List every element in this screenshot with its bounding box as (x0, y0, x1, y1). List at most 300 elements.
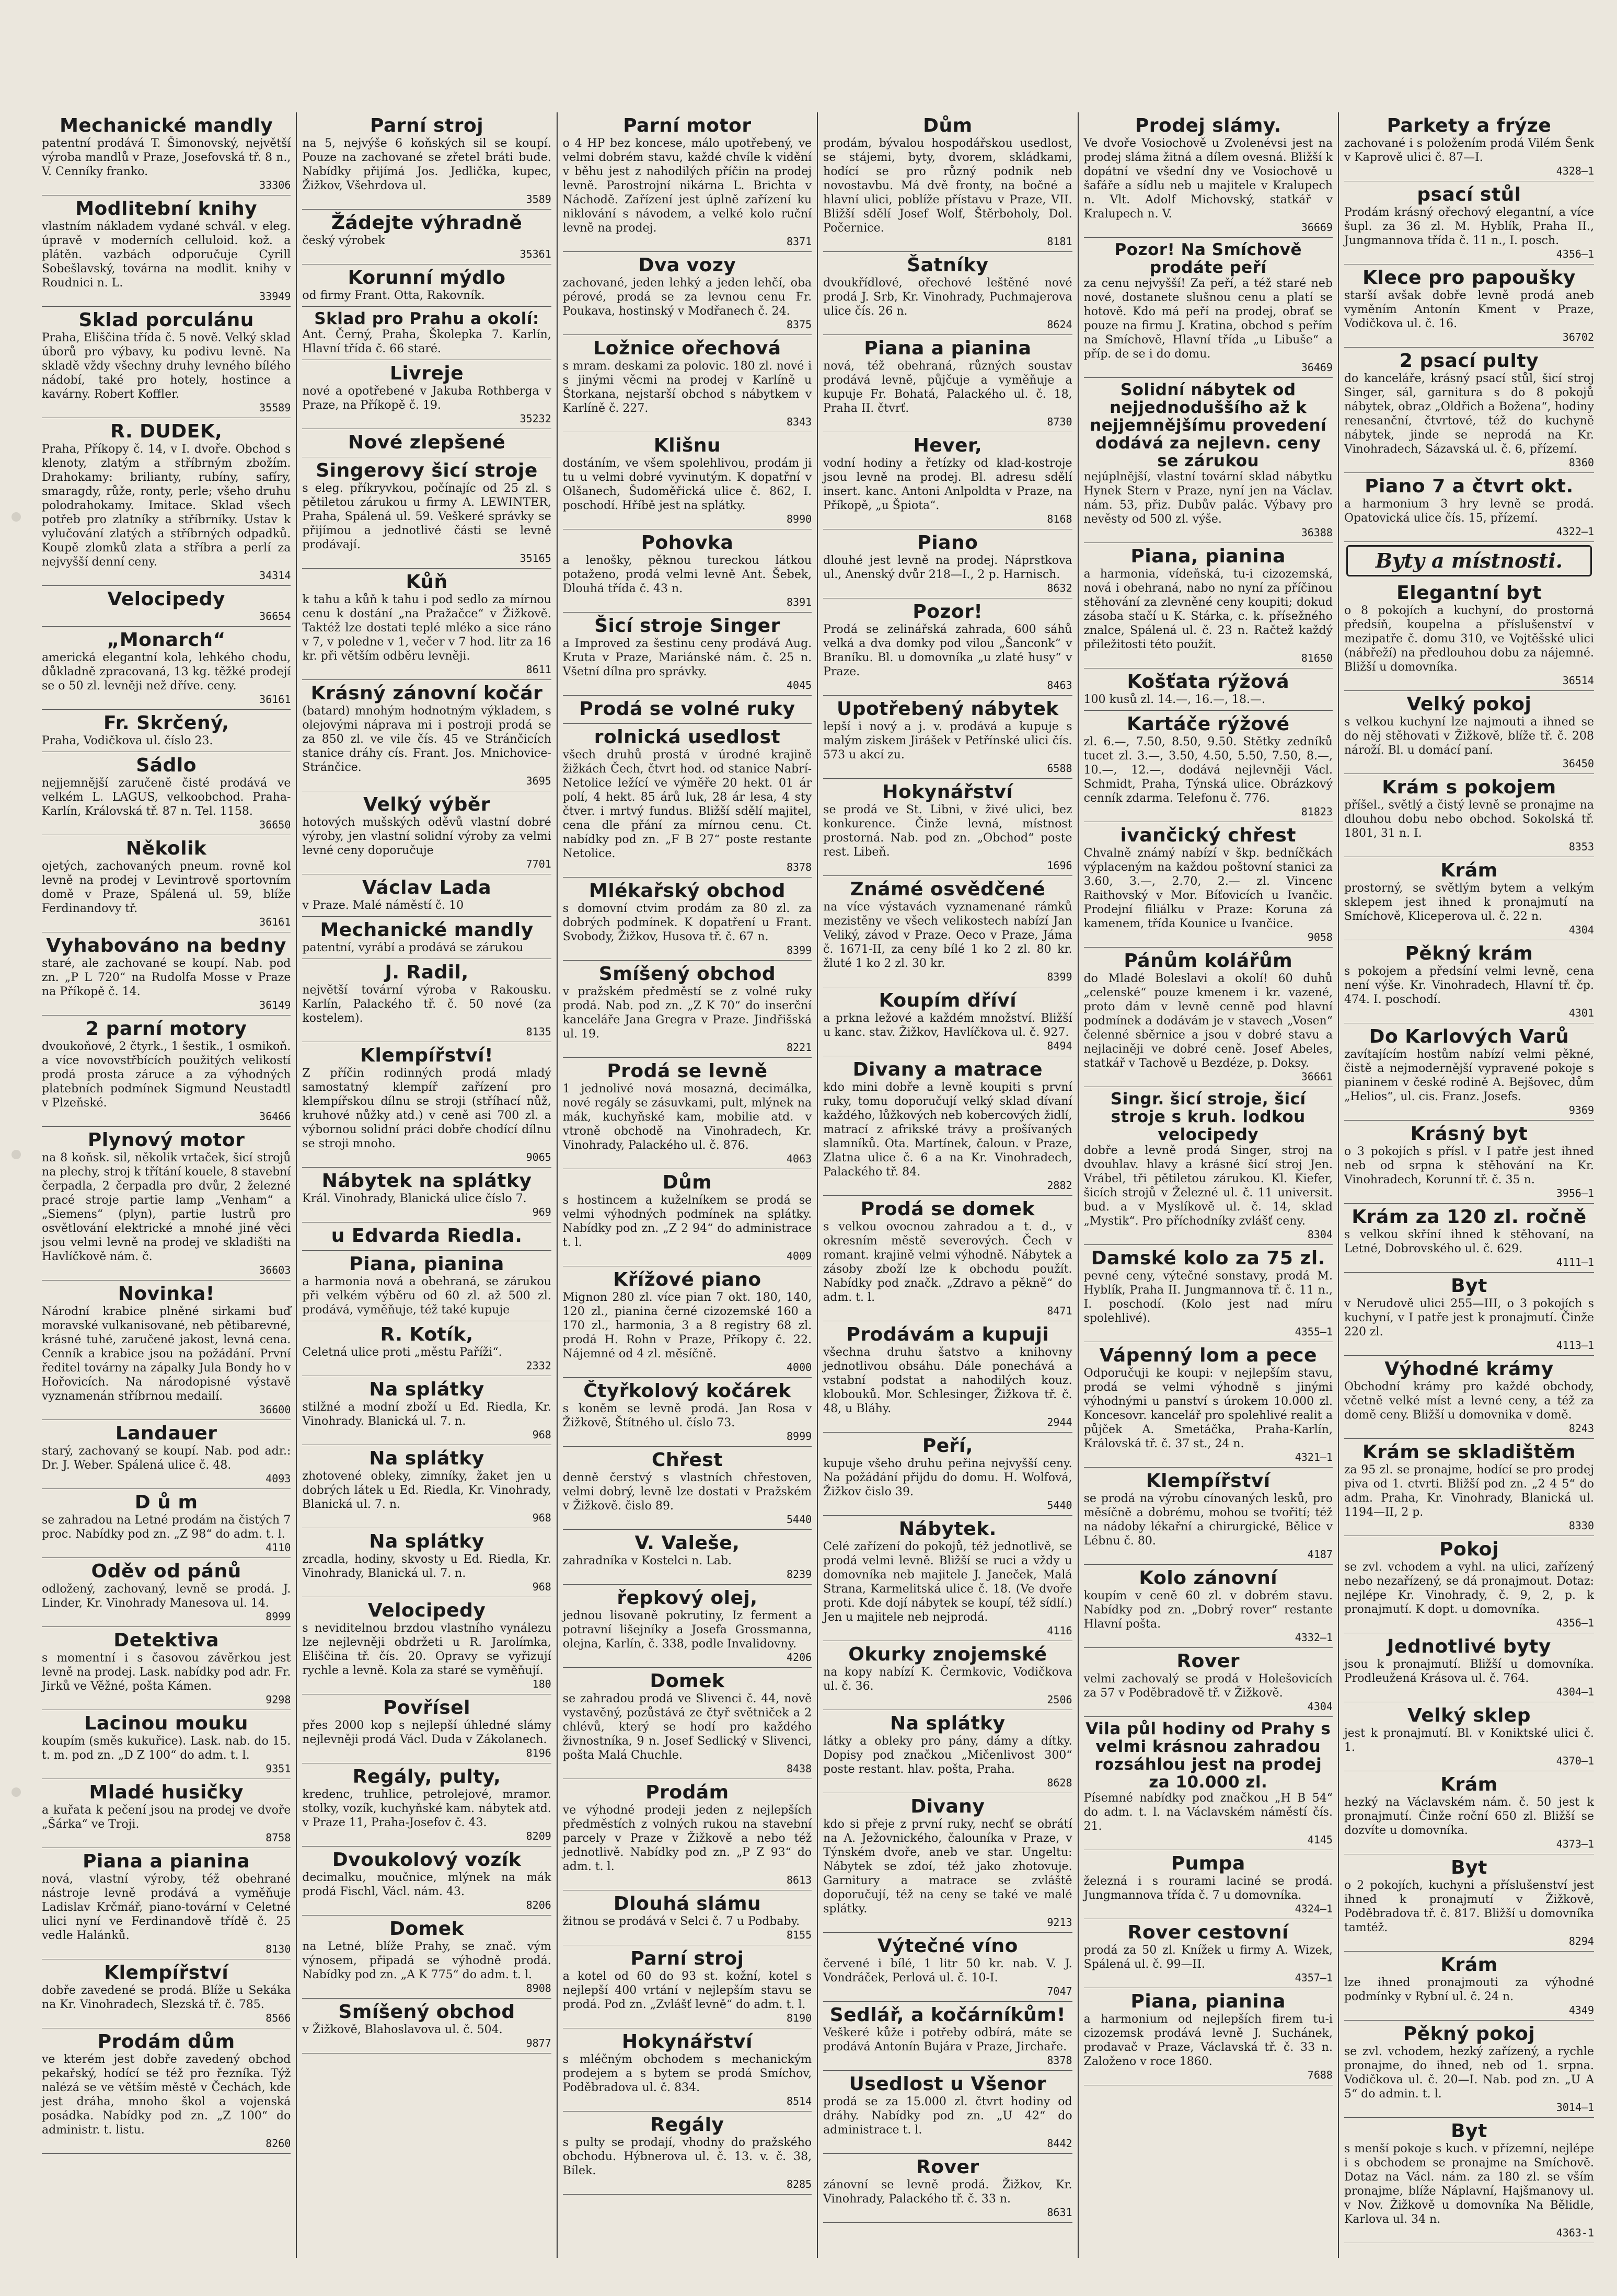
ad-heading: psací stůl (1417, 184, 1521, 205)
classified-ad (302, 1847, 551, 1916)
classified-ad (302, 457, 551, 569)
classified-ad (1084, 1919, 1333, 1988)
ad-heading: Elegantní byt (1396, 582, 1542, 604)
classified-ad (42, 1627, 291, 1710)
ad-heading: Vápenný lom a pece (1099, 1345, 1318, 1366)
classified-ad (302, 1222, 551, 1251)
ad-body: Ant. Černý, Praha, Školepka 7. Karlín, Hlavní třída č. 66 staré. (302, 328, 551, 355)
ad-heading: Nábytek na splátky (321, 1170, 532, 1192)
ad-code: 4206 (787, 1651, 812, 1664)
ad-code: 968 (532, 1428, 551, 1441)
ad-body: prodá se za 15.000 zl. čtvrt hodiny od dráhy. Nabídky pod zn. „U 42“ do administrace t. l. (823, 2095, 1072, 2137)
ad-body: prodám, bývalou hospodářskou usedlost, se stájemi, byty, dvorem, skládkami, hodící se pro různý podnik neb novostavbu. Má dvě fronty, na bočné a hlavní ulici, poblíže přístavu v Praze, VII. Bližší sdělí Josef Wolf, Štěrboholy, Dol. Počernice. (823, 137, 1072, 235)
classified-ad (1344, 1771, 1594, 1854)
ad-code: 8378 (1047, 2054, 1072, 2067)
ad-body: dvoukřídlové, ořechové leštěné nové prodá J. Srb, Kr. Vinohrady, Puchmajerova ulice čís. 26 n. (823, 276, 1072, 318)
ad-body: na více výstavách vyznamenané rámků mezistěny ve všech velikostech nabízí Jan Veliký, závod v Praze. Oeco v Praze, Jáma č. 1671-II, za ceny bílé 1 ko 2 zl. 80 kr. žluté 1 ko 2 zl. 30 kr. (823, 901, 1072, 970)
ad-body: nová, též obehraná, různých soustav prodává levně, půjčuje a vyměňuje a kupuje Fr. Bohatá, Palackého ul. č. 18, Praha II. čtvrť. (823, 360, 1072, 415)
classified-ad (1084, 668, 1333, 711)
ad-code: 180 (532, 1678, 551, 1690)
ad-body: s mram. deskami za polovic. 180 zl. nové i s jinými věcmi na prodej v Karlíně u Štorkana, nejstarší obchod s nábytkem v Karlíně č. 227. (562, 360, 812, 415)
ad-heading: Šicí stroje Singer (594, 615, 780, 637)
ad-code: 8514 (787, 2095, 812, 2107)
ad-body: zl. 6.—, 7.50, 8.50, 9.50. Stětky zedníků tucet zl. 3.—, 3.50, 4.50, 5.50, 7.50, 8.—, 10.—, 12.—, dodává nejlevněji Václ. Schmidt, Praha, Týnská ulice. Obrázkový cenník zdarma. Telefonu č. 776. (1083, 735, 1333, 805)
ad-body: patentní prodává T. Šimonovský, největší výroba mandlů v Praze, Josefovská tř. 8 n., V. Cenníky franko. (42, 137, 291, 178)
ad-heading: Sádlo (136, 755, 197, 776)
ad-body: a Improved za šestinu ceny prodává Aug. Kruta v Praze, Mariánské nám. č. 25 n. Všetní dílna pro správky. (562, 637, 812, 678)
ad-heading: Regály (650, 2114, 724, 2136)
ad-heading: Prodej slámy. (1135, 115, 1281, 136)
ad-heading: V. Valeše, (634, 1532, 740, 1554)
ad-body: se zahradou na Letné prodám na čistých 7 proc. Nabídky pod zn. „Z 98“ do adm. t. l. (42, 1514, 291, 1541)
ad-body: Chvalně známý nabízí v škp. bedníčkách výplaceným na každou poštovní stanici za 3.60, 3.—, 2.70, 2.— zl. Vincenc Raithovský v Mor. Bíťovicích u Ivančic. Prodejní filiálku v Praze: Koruna zá kamenem, třída Kounice u Ivančice. (1083, 847, 1333, 930)
classified-ad (1084, 1988, 1333, 2085)
ad-heading: Prodám dům (97, 2031, 235, 2052)
ad-heading: Damské kolo za 75 zl. (1091, 1248, 1325, 1269)
ad-body: o 8 pokojích a kuchyní, do prostorná předsíň, koupelna a příslušenství v mezipatře č. domu 310, ve Vojtěšské ulici (nábřeží) na předlouhou dobu za nájemné. Bližší u domovníka. (1344, 604, 1594, 674)
classified-ad (563, 335, 812, 432)
classified-ad (563, 724, 812, 878)
column-2 (297, 112, 557, 2258)
newspaper-page (37, 112, 1599, 2258)
classified-ad (563, 696, 812, 724)
ad-heading: Dům (923, 115, 973, 136)
classified-ad (1344, 1121, 1594, 1204)
ad-code: 4110 (265, 1541, 291, 1554)
ad-code: 36600 (259, 1403, 291, 1416)
classified-ad (1344, 691, 1594, 774)
ad-body: jest k pronajmutí. Bl. v Koniktské ulici č. 1. (1344, 1727, 1594, 1754)
ad-code: 9065 (526, 1151, 551, 1163)
ad-code: 8463 (1047, 679, 1072, 691)
ad-code: 34314 (259, 569, 291, 582)
ad-body: se zvl. vchodem, hezký zařízený, a rychle pronajme, do ihned, neb od 1. srpna. Vodičkova ul. č. 20—I. Nab. pod zn. „U A 5“ do admin. t. l. (1344, 2045, 1594, 2101)
ad-body: zánovní se levně prodá. Žižkov, Kr. Vinohrady, Palackého tř. č. 33 n. (823, 2178, 1072, 2206)
classified-ad (302, 1445, 551, 1528)
ad-code: 8206 (526, 1899, 551, 1911)
ad-heading: J. Radil, (385, 962, 469, 983)
classified-ad (563, 1585, 812, 1668)
ad-heading: Krám (1440, 860, 1498, 881)
ad-heading: Dům (662, 1172, 712, 1193)
ad-heading: Vila půl hodiny od Prahy s velmi krásnou zahradou rozsáhlou jest na prodej za 10.000 zl. (1085, 1720, 1331, 1792)
ad-body: s eleg. příkryvkou, počínajíc od 25 zl. s pětiletou zárukou u firmy A. LEWINTER, Praha, Spálená ul. 59. Veškeré správky se přijímou a jednotlivé části se levně prodávají. (302, 482, 551, 551)
ad-body: žitnou se prodává v Selci č. 7 u Podbaby. (562, 1915, 800, 1928)
ad-code: 4356—1 (1556, 248, 1594, 260)
ad-heading: Parní stroj (630, 1948, 744, 1969)
ad-heading: Divany (910, 1796, 985, 1817)
ad-body: Praha, Eliščina třída č. 5 nově. Velký sklad úborů pro výbavy, ku podivu levně. Na skladě vždy všechny druhy levného bílého nádobí, také pro hotely, hostince a kavárny. Robert Koffler. (42, 331, 291, 401)
ad-heading: Pokoj (1439, 1539, 1499, 1560)
classified-ad (563, 529, 812, 613)
classified-ad (823, 987, 1072, 1056)
ad-heading: Hokynářství (622, 2031, 753, 2052)
ad-body: odložený, zachovaný, levně se prodá. J. Linder, Kr. Vinohrady Manesova ul. 14. (42, 1583, 291, 1610)
ad-heading: Piana, pianina (349, 1253, 504, 1275)
ad-body: 100 kusů zl. 14.—, 16.—, 18.—. (1083, 693, 1266, 706)
ad-code: 36450 (1562, 757, 1594, 770)
ad-body: český výrobek (302, 234, 385, 247)
ad-body: prostorný, se světlým bytem a velkým sklepem jest ihned k pronajmutí na Smíchově, Kliceperova ul. č. 22 n. (1344, 882, 1594, 923)
classified-ad (302, 959, 551, 1042)
ad-code: 35589 (259, 401, 291, 414)
ad-code: 8353 (1568, 840, 1594, 853)
ad-body: a harmonium od nejlepších firem tu-i cizozemsk prodává levně J. Suchánek, prodavač v Praze, Václavská tř. č. 33 n. Založeno v roce 1860. (1083, 2013, 1333, 2068)
ad-code: 8330 (1568, 1519, 1594, 1532)
ad-heading: Klece pro papoušky (1362, 267, 1576, 289)
ad-heading: Hever, (913, 435, 983, 456)
classified-ad (42, 2028, 291, 2154)
ad-body: na 8 koňsk. sil, několik vrtaček, šicí strojů na plechy, stroj k třítání kouele, 8 stavební čerpadla, 2 čerpadla pro dvůr, 2 železné pracé stroje partie lamp „Venham“ a „Siemens“ (plyn), partie lustrů pro osvětlování elektrické a mnohé jiné věci jsou velmi levně na prodej ve skladišti na Havlíčkově nám. č. (42, 1151, 291, 1263)
ad-body: největší tovární výroba v Rakousku. Karlín, Palackého tř. č. 50 nové (za kostelem). (302, 984, 551, 1025)
classified-ad (302, 1763, 551, 1847)
classified-ad (1084, 822, 1333, 948)
ad-body: příšel., světlý a čistý levně se pronajme na dlouhou dobu nebo obchod. Sokolská tř. 1801, 31 n. I. (1344, 799, 1594, 840)
ad-body: se zahradou prodá ve Slivenci č. 44, nově vystavěný, pozůstává ze čtyř světniček a 2 chlévů, který se hodí pro každého živnostníka, 9 n. Josef Sedlický v Slivenci, pošta Malá Chuchle. (562, 1692, 812, 1762)
ad-heading: Pánům kolářům (1124, 950, 1293, 972)
ad-heading: Do Karlových Varů (1369, 1026, 1569, 1047)
classified-ad (1344, 181, 1594, 264)
ad-heading: Povřísel (383, 1697, 471, 1718)
ad-heading: Smíšený obchod (338, 2001, 515, 2023)
column-1 (37, 112, 297, 2258)
ad-body: Z příčin rodinných prodá mladý samostatný klempíř zařízení pro klempířskou dílnu se stroji (stříhací nůž, kruhové nůžky atd.) v ceně asi 700 zl. a výbornou solidní práci dobře chodící dílnu se stroji mnoho. (302, 1067, 551, 1150)
ad-code: 8471 (1047, 1305, 1072, 1317)
ad-heading: Fr. Skrčený, (103, 712, 229, 734)
classified-ad (563, 961, 812, 1058)
ad-code: 4093 (265, 1472, 291, 1485)
classified-ad (42, 710, 291, 752)
ad-code: 8999 (265, 1610, 291, 1623)
classified-ad (563, 1447, 812, 1530)
classified-ad (302, 874, 551, 917)
classified-ad (42, 1420, 291, 1489)
classified-ad (563, 1378, 812, 1447)
classified-ad (42, 195, 291, 307)
ad-body: s domovní ctvim prodám za 80 zl. za dobrých podmínek. K dopatření u Frant. Svobody, Žižkov, Husova tř. č. 67 n. (562, 902, 812, 943)
classified-ad (302, 112, 551, 210)
classified-ad (42, 586, 291, 627)
ad-heading: Piana a pianina (864, 338, 1032, 359)
ad-heading: Solidní nábytek od nejjednoduššího až k nejjemnějšímu provedení dodává za nejlevn. ceny se zárukou (1090, 380, 1327, 470)
classified-ad (823, 779, 1072, 876)
classified-ad (42, 932, 291, 1016)
ad-code: 8294 (1568, 1935, 1594, 1947)
ad-body: o 4 HP bez koncese, málo upotřebený, ve velmi dobrém stavu, každé chvíle k vidění v běhu jest z nahodilých příčin na prodej levně. Parostrojní nikárna L. Brichta v Náchodě. Zařízení jest úplně zařízení ku niklování s návodem, a velké kolo ruční levně na prodej. (562, 137, 812, 235)
classified-ad (42, 1710, 291, 1779)
ad-body: hotových mušských oděvů vlastní dobré výroby, jen vlastní solidní výroby za velmi levné ceny doporučuje (302, 816, 551, 857)
binding-hole (11, 1787, 21, 1797)
classified-ad (1344, 1204, 1594, 1273)
classified-ad (42, 752, 291, 835)
classified-ad (42, 1016, 291, 1127)
classified-ad (823, 1641, 1072, 1710)
classified-ad (823, 1710, 1072, 1793)
classified-ad (823, 335, 1072, 432)
ad-body: ojetých, zachovaných pneum. rovně kol levně na prodej v Levintrově sportovním domě v Praze, Spálená ul. 59, blíže Ferdinandovy tř. (42, 860, 291, 915)
ad-heading: Křížové piano (613, 1269, 761, 1290)
classified-ad (302, 1321, 551, 1376)
ad-heading: Na splátky (890, 1713, 1006, 1734)
binding-hole (11, 1150, 21, 1159)
classified-ad (563, 252, 812, 335)
ad-heading: Byt (1451, 1857, 1487, 1878)
ad-body: prodá za 50 zl. Knížek u firmy A. Wizek, Spálená ul. č. 99—II. (1083, 1944, 1333, 1971)
classified-ad (302, 1251, 551, 1321)
ad-heading: Pěkný pokoj (1403, 2023, 1535, 2045)
classified-ad (302, 569, 551, 680)
ad-code: 36514 (1562, 674, 1594, 687)
ad-body: Ve dvoře Vosiochově u Zvolenévsi jest na prodej sláma žitná a dílem ovesná. Bližší k dopátní ve všední dny ve Vosiochově u šafáře a sídlu neb u majitele v Kralupech n. Vlt. Adolf Michovský, statkář v Kralupech n. V. (1083, 137, 1333, 221)
ad-body: dobře zavedené se prodá. Blíže u Sekáka na Kr. Vinohradech, Slezská tř. č. 785. (42, 1984, 291, 2011)
ad-body: látky a obleky pro pány, dámy a dítky. Dopisy pod značkou „Mičenlivost 300“ poste restant. hlav. pošta, Praha. (823, 1735, 1072, 1776)
classified-ad (1084, 1468, 1333, 1565)
ad-heading: Velký sklep (1407, 1705, 1531, 1726)
ad-code: 35232 (519, 412, 551, 425)
ad-heading: R. DUDEK, (110, 421, 223, 442)
classified-ad (42, 1959, 291, 2028)
classified-ad (563, 1779, 812, 1890)
ad-body: kdo mini dobře a levně koupiti s první ruky, tomu doporučují velký sklad dívaní každého, lůžkových neb kobercových židlí, matrací z afrikské trávy a prošívaných slamníků. Ota. Martínek, čaloun. v Praze, Zlatna ulice č. 6 a na Kr. Vinohradech, Palackého tř. 84. (823, 1081, 1072, 1179)
ad-code: 9298 (265, 1693, 291, 1706)
ad-heading: Rover cestovní (1127, 1922, 1289, 1943)
classified-ad (823, 252, 1072, 335)
ad-code: 4370—1 (1556, 1755, 1594, 1767)
ad-body: s neviditelnou brzdou vlastního vynálezu lze nejlevněji obdržeti u R. Jarolímka, Eliščina tř. čís. 20. Opravy se vyřizují rychle a levně. Kola za staré se vyměňují. (302, 1622, 551, 1677)
ad-heading: Koupím dříví (879, 990, 1017, 1011)
ad-body: Národní krabice plněné sirkami buď moravské vulkanisované, neb pětibarevné, krásné tuhé, zaručené jakost, levná cena. Cenník a krabice jsou na požádání. První ředitel továrny na zápalky Jula Bondy ho v Hořovicích. Na národopisné výstavě vyznamenán stříbrnou medailí. (42, 1305, 291, 1403)
ad-heading: Šatníky (907, 255, 989, 276)
ad-heading: Velký pokoj (1406, 694, 1532, 715)
ad-heading: Parní motor (623, 115, 752, 136)
classified-ad (1084, 1245, 1333, 1342)
classified-ad (1084, 238, 1333, 378)
ad-body: do kanceláře, krásný psací stůl, šicí stroj Singer, sál, garnitura s do 8 pokojů nábytek, obraz „Oldřich a Božena“, hodiny renesanční, čtvrtové, též do kuchyně nábytek, jinde se neprodá na Kr. Vinohradech, Sázavská ul. č. 6, přízemí. (1344, 372, 1594, 456)
ad-heading: Livreje (390, 363, 464, 384)
ad-code: 3014—1 (1556, 2101, 1594, 2114)
classified-ad (302, 791, 551, 874)
ad-heading: Mlékařský obchod (589, 880, 786, 902)
ad-code: 36161 (259, 916, 291, 928)
ad-body: kredenc, truhlice, petrolejové, mramor. stolky, vozík, kuchyňské kam. nábytek atd. v Praze 11, Praha-Josefov č. 43. (302, 1788, 551, 1829)
ad-code: 36669 (1301, 221, 1333, 234)
ad-heading: Sedlář, a kočárníkům! (829, 2004, 1066, 2026)
ad-body: a lenošky, pěknou tureckou látkou potaženo, prodá velmi levně Ant. Šebek, Dlouhá třída č. 43 n. (562, 554, 812, 595)
ad-code: 8438 (787, 1762, 812, 1775)
classified-ad (302, 264, 551, 307)
ad-body: se zvl. vchodem a vyhl. na ulici, zařízený nebo nezařízený, se dá pronajmout. Dotaz: nejlépe Kr. Vinohrady, č. 9, 2, p. k pronajmutí. K dopt. u domovníka. (1344, 1561, 1594, 1616)
classified-ad (42, 1489, 291, 1558)
ad-body: zachované i s položením prodá Vilém Šenk v Kaprově ulici č. 87—I. (1344, 137, 1594, 164)
classified-ad (563, 432, 812, 529)
ad-code: 4045 (787, 679, 812, 691)
ad-heading: Regály, pulty, (352, 1766, 501, 1787)
classified-ad (302, 1168, 551, 1222)
ad-code: 4322—1 (1556, 525, 1594, 538)
ad-body: stilžné a modní zboží u Ed. Riedla, Kr. Vinohrady. Blanická ul. 7. n. (302, 1401, 551, 1428)
ad-heading: Byt (1451, 1275, 1487, 1297)
ad-body: v pražském předměstí se z volné ruky prodá. Nab. pod zn. „Z K 70“ do inserční kanceláře Jana Gregra v Praze. Jindřišská ul. 19. (562, 985, 812, 1041)
ad-code: 8908 (526, 1982, 551, 1994)
ad-heading: Singr. šicí stroje, šicí stroje s kruh. lodkou velocipedy (1110, 1090, 1306, 1144)
ad-body: dvoukoňové, 2 čtyrk., 1 šestik., 1 osmikoň. a více novovstřbících použitých velikostí prodá prosta záruce a za výhodných platebních podmínek Sigmund Neustadtl v Plzeňské. (42, 1040, 291, 1110)
ad-heading: D ů m (134, 1492, 198, 1513)
classified-ad (1344, 2118, 1594, 2243)
classified-ad (1084, 1717, 1333, 1850)
ad-heading: Plynový motor (87, 1129, 245, 1151)
ad-code: 8155 (787, 1929, 812, 1941)
ad-body: o 3 pokojích s přísl. v I patře jest ihned neb od srpna k stěhování na Kr. Vinohradech, Korunní tř. č. 35 n. (1344, 1145, 1594, 1186)
classified-ad (1344, 857, 1594, 940)
ad-heading: Dvoukolový vozík (332, 1849, 522, 1871)
ad-heading: Výhodné krámy (1384, 1358, 1554, 1380)
ad-code: 8758 (265, 1831, 291, 1844)
ad-body: 1 jednolivé nová mosazná, decimálka, nové regály se zásuvkami, pult, mlýnek na mák, kuchyňské kam, mobilie atd. v vtroně obchodě na Vinohradech, Kr. Vinohrady, Palackého ul. č. 876. (562, 1082, 812, 1152)
ad-heading: Mladé husičky (89, 1782, 244, 1803)
ad-code: 9351 (265, 1762, 291, 1775)
classified-ad (563, 1945, 812, 2028)
classified-ad (823, 1933, 1072, 2002)
ad-code: 4356—1 (1556, 1617, 1594, 1629)
classified-ad (563, 1058, 812, 1169)
ad-code: 7047 (1047, 1985, 1072, 1998)
ad-body: zavítajícím hostům nabízí velmi pěkné, čistě a nejmodernější vypravené pokoje s pianinem v české rodině A. Bejšovec, dům „Helios“, ul. cis. Franz. Josefs. (1344, 1048, 1594, 1103)
ad-body: velmi zachovalý se prodá v Holešovicích za 57 v Poděbradově tř. v Žižkově. (1083, 1672, 1333, 1700)
ad-code: 969 (532, 1206, 551, 1218)
ad-body: dobře a levně prodá Singer, stroj na dvouhlav. hlavy a krásné šicí stroj Jen. Vrábel, tři pětiletou zárukou. Kl. Kiefer, šicích strojů v Železné ul. č. 11 universit. bud. a v Myslíkově ul. č. 14, sklad „Mystik“. Pro příchodníky zvlášť ceny. (1083, 1144, 1333, 1228)
ad-code: 4304—1 (1556, 1686, 1594, 1698)
ad-code: 36149 (259, 999, 291, 1011)
ad-code: 35165 (519, 552, 551, 564)
ad-heading: Sklad porculánu (78, 309, 254, 331)
ad-heading: Piana, pianina (1130, 1991, 1286, 2012)
ad-code: 4187 (1307, 1548, 1333, 1561)
ad-code: 8181 (1047, 235, 1072, 248)
ad-code: 8196 (526, 1747, 551, 1759)
ad-code: 8168 (1047, 513, 1072, 525)
ad-body: s pulty se prodají, vhodny do pražského obchodu. Hýbnerova ul. č. 13. v. č. 38, Bílek. (562, 2136, 812, 2177)
ad-body: ve výhodné prodeji jeden z nejlepších předměstích z volných rukou na stavební parcely v Praze v Žižkově a nebo též jednotlivě. Nabídky pod zn. „P Z 93“ do adm. t. l. (562, 1804, 812, 1873)
ad-heading: Sklad pro Prahu a okolí: (314, 309, 539, 328)
classified-ad (1344, 1023, 1594, 1121)
ad-heading: Prodá se levně (607, 1060, 768, 1082)
ad-code: 8628 (1047, 1776, 1072, 1789)
ad-code: 36161 (259, 693, 291, 706)
ad-body: Odporučuji ke koupi: v nejlepším stavu, prodá se velmi výhodně s jinými výhodnými u panství s úrokem 10.000 zl. Koncesovr. kancelář pro spolehlivé realit a půjček A. Smetáčka, Praha-Karlín, Královská tř. č. 37 st., 24 n. (1083, 1367, 1333, 1450)
ad-heading: Pohovka (641, 532, 734, 553)
classified-ad (1344, 1702, 1594, 1771)
classified-ad (1344, 580, 1594, 691)
ad-body: ve kterém jest dobře zavedený obchod pekařský, hodící se též pro řezníka. Týž nalézá se ve větším městě v Čechách, kde jest dráha, mnoho škol a vojenská posádka. Nabídky pod zn. „Z 100“ do administr. t. listu. (42, 2053, 291, 2137)
ad-heading: Žádejte výhradně (331, 212, 523, 234)
classified-ad (563, 613, 812, 696)
ad-code: 4373—1 (1556, 1838, 1594, 1850)
classified-ad (302, 680, 551, 791)
ad-heading: R. Kotík, (380, 1324, 473, 1345)
classified-ad (1344, 112, 1594, 181)
ad-code: 968 (532, 1580, 551, 1593)
ad-code: 4304 (1307, 1700, 1333, 1713)
ad-body: na kopy nabízí K. Čermkovic, Vodičkova ul. č. 36. (823, 1666, 1072, 1693)
ad-heading: Na splátky (369, 1379, 484, 1400)
ad-heading: Krásný zánovní kočár (310, 683, 543, 704)
ad-code: 36469 (1301, 361, 1333, 374)
ad-heading: Divany a matrace (852, 1059, 1043, 1080)
ad-heading: Klempířství (1146, 1470, 1270, 1492)
ad-code: 2944 (1047, 1416, 1072, 1428)
ad-heading: Rover (916, 2156, 979, 2178)
ad-code: 8239 (787, 1568, 812, 1580)
classified-ad (563, 1266, 812, 1378)
ad-code: 4145 (1307, 1833, 1333, 1846)
classified-ad (42, 307, 291, 418)
classified-ad (1084, 378, 1333, 543)
ad-body: přes 2000 kop s nejlepší úhledné slámy nejlevněji prodá Václ. Duda v Zákolanech. (302, 1719, 551, 1746)
ad-heading: Jednotlivé byty (1387, 1636, 1551, 1657)
ad-code: 36702 (1562, 331, 1594, 343)
classified-ad (823, 1056, 1072, 1196)
classified-ad (563, 878, 812, 961)
ad-body: zrcadla, hodiny, skvosty u Ed. Riedla, Kr. Vinohrady, Blanická ul. 7. n. (302, 1553, 551, 1580)
classified-ad (1344, 940, 1594, 1023)
ad-body: dlouhé jest levně na prodej. Náprstkova ul., Anenský dvůr 218—I., 2 p. Harnisch. (823, 554, 1072, 581)
ad-heading: Modlitební knihy (75, 198, 258, 220)
ad-code: 35361 (519, 248, 551, 260)
ad-body: dostáním, ve všem spolehlivou, prodám ji tu u velmi dobré vyvinutým. K dopatřní v Olšanech, Šudoměřická ulice č. 862, I. poschodí. Hříbě jest na splátky. (562, 457, 812, 512)
classified-ad (823, 1433, 1072, 1516)
ad-code: 81823 (1301, 805, 1333, 818)
ad-heading: Detektiva (113, 1630, 220, 1651)
ad-code: 8360 (1568, 456, 1594, 469)
ad-code: 2332 (526, 1359, 551, 1372)
ad-code: 8375 (787, 318, 812, 331)
ad-heading: Klempířství! (360, 1045, 494, 1066)
ad-body: jednou lisovaně pokrutiny, Iz ferment a potravní lišejníky a Josefa Grossmanna, olejna, Karlín, č. 338, podle Invalidovny. (562, 1609, 812, 1651)
classified-ad (823, 2002, 1072, 2071)
ad-body: Praha, Příkopy č. 14, v I. dvoře. Obchod s klenoty, zlatým a stříbrným zbožím. Drahokamy: brilianty, rubíny, safíry, smaragdy, růže, ronty, perle; všeho druhu polodrahokamy. Imitace. Sklad všech potřeb pro zlatníky a stříbrníky. Ustav k vylučování zlatých a stříbrných odpadků. Koupě zlomků zlata a stříbra a perlí za nejvyšší denní ceny. (42, 443, 291, 569)
ad-heading: Korunní mýdlo (348, 267, 506, 289)
ad-heading: Parní stroj (370, 115, 484, 136)
ad-body: o 2 pokojích, kuchyni a příslušenství jest ihned k pronajmutí v Žižkově, Poděbradova tř. č. 817. Bližší u domovníka tamtéž. (1344, 1879, 1594, 1934)
ad-code: 8243 (1568, 1422, 1594, 1435)
ad-heading: 2 parní motory (86, 1018, 247, 1040)
ad-heading: Prodá se domek (860, 1198, 1035, 1220)
classified-ad (302, 307, 551, 360)
ad-code: 4349 (1568, 2004, 1594, 2016)
ad-body: s mléčným obchodem s mechanickým prodejem a s bytem se prodá Smíchov, Poděbradova ul. č. 834. (562, 2053, 812, 2094)
ad-body: Prodám krásný ořechový elegantní, a více šupl. za 36 zl. M. Hyblík, Praha II., Jungmannova třída č. 11 n., I. posch. (1344, 206, 1594, 247)
ad-heading: Oděv od pánů (91, 1561, 241, 1582)
ad-body: červené i bílé, 1 litr 50 kr. nab. V. J. Vondráček, Perlová ul. č. 10-I. (823, 1957, 1072, 1985)
ad-heading: Piana, pianina (1130, 546, 1286, 567)
ad-heading: Piano (917, 532, 978, 553)
classified-ad (302, 210, 551, 264)
classified-ad (42, 418, 291, 586)
ad-heading: Košťata rýžová (1127, 671, 1290, 693)
ad-code: 4111—1 (1556, 1256, 1594, 1268)
ad-body: americká elegantní kola, lehkého chodu, důkladně zpracovaná, 13 kg. těžké prodejí se o 50 zl. levněji než dříve. ceny. (42, 651, 291, 693)
classified-ad (563, 1530, 812, 1585)
classified-ad (563, 2028, 812, 2112)
classified-ad (563, 1668, 812, 1779)
ad-heading: Výtečné víno (877, 1935, 1018, 1957)
ad-heading: Byt (1451, 2120, 1487, 2142)
ad-body: Obchodní krámy pro každé obchody, včetně velké míst a levné ceny, a též za domě ceny. Bližší u domovnika v domě. (1344, 1380, 1594, 1422)
ad-code: 8378 (787, 861, 812, 873)
ad-body: starý, zachovaný se koupí. Nab. pod adr.: Dr. J. Weber. Spálená ulice č. 48. (42, 1445, 291, 1472)
binding-hole (11, 512, 21, 522)
ad-heading: Mechanické mandly (320, 919, 534, 941)
